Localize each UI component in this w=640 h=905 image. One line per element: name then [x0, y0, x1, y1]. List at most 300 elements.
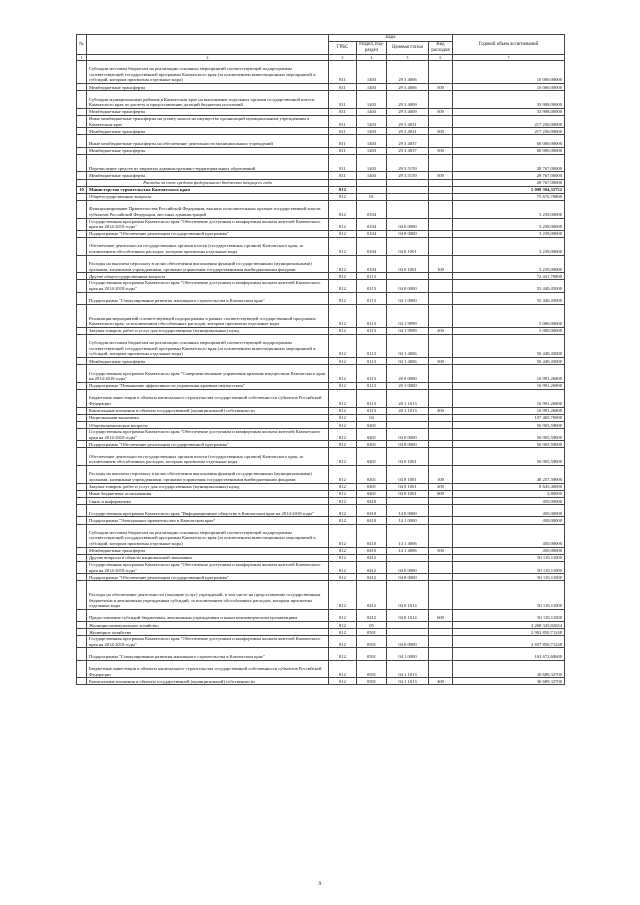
expense-type-code: [429, 517, 453, 524]
table-row: [77, 421, 565, 428]
amount-value: 50 110,11000: [453, 554, 565, 561]
target-article-code: 04 1 1013: [387, 660, 429, 678]
target-article-code: 20 1 1013: [387, 407, 429, 414]
item-name: Государственная программа Камчатского края "Обеспечение доступным и комфортным жильем жителей Камчатского края на 2014-2018 годы": [87, 561, 329, 573]
target-article-code: 04 1 0000: [387, 292, 429, 304]
table-row: [77, 91, 565, 109]
target-article-code: 04 8 0000: [387, 574, 429, 581]
item-name: Государственная программа Камчатского края "Обеспечение доступным и комфортным жильем жителей Камчатского края на 2014-2018 годы": [87, 280, 329, 292]
razdel-code: 0113: [357, 357, 387, 364]
target-article-code: 04 8 1001: [387, 255, 429, 273]
amount-value: 450,00000: [453, 498, 565, 505]
row-number: [77, 621, 87, 628]
amount-value: 50 440,45000: [453, 357, 565, 364]
target-article-code: 04 1 0000: [387, 648, 429, 660]
expense-type-code: [429, 365, 453, 383]
table-row: [77, 84, 565, 91]
item-name: Межбюджетные трансферты: [87, 172, 329, 179]
row-number: [77, 304, 87, 327]
row-number: [77, 327, 87, 334]
item-name: Подпрограмма "Обеспечение реализации государственной программы": [87, 441, 329, 448]
item-name: Перечисление средств из закрытых административно-территориальных образований: [87, 154, 329, 172]
header-razdel: Раздел, под-раздел: [357, 42, 387, 55]
row-number: 10: [77, 186, 87, 193]
table-row: [77, 334, 565, 357]
expense-type-code: [429, 292, 453, 304]
expense-type-code: 200: [429, 327, 453, 334]
row-number: [77, 91, 87, 109]
razdel-code: 0410: [357, 524, 387, 547]
razdel-code: 0113: [357, 292, 387, 304]
target-article-code: [387, 498, 429, 505]
item-name: Межбюджетные трансферты: [87, 547, 329, 554]
expense-type-code: 500: [429, 172, 453, 179]
grbs-code: 811: [329, 135, 357, 147]
amount-value: 28 767,00000: [453, 172, 565, 179]
target-article-code: 29 3 4006: [387, 61, 429, 84]
target-article-code: [387, 273, 429, 280]
amount-value: 450,00000: [453, 517, 565, 524]
item-name: Общегосударственные вопросы: [87, 193, 329, 200]
target-article-code: 04 8 0000: [387, 230, 429, 237]
item-name: Расходы на обеспечение деятельности (оказание услуг) учреждений, в том числе на предоставление государственным бюджетным и автономным учреждениям субсидий, за исключением обособленных расходов, которым присвоены отдельные коды: [87, 581, 329, 609]
table-row: [77, 414, 565, 421]
target-article-code: 04 1 4006: [387, 334, 429, 357]
target-article-code: [387, 179, 429, 186]
amount-value: 2 902 850,71248: [453, 629, 565, 636]
expense-type-code: [429, 389, 453, 407]
expense-type-code: 100: [429, 466, 453, 484]
razdel-code: 0113: [357, 389, 387, 407]
amount-value: 10 000,00000: [453, 61, 565, 84]
razdel-code: 1403: [357, 61, 387, 84]
row-number: [77, 648, 87, 660]
table-row: [77, 292, 565, 304]
amount-value: 3 239,00000: [453, 255, 565, 273]
target-article-code: 04 8 1001: [387, 483, 429, 490]
header-amount: Годовой объем ассигнований: [453, 35, 565, 55]
table-row: [77, 629, 565, 636]
table-row: [77, 581, 565, 609]
grbs-code: 812: [329, 414, 357, 421]
item-name: Бюджетные инвестиции в объекты капитального строительства государственной собственности субъектов Российской Федерации: [87, 389, 329, 407]
grbs-code: 812: [329, 648, 357, 660]
expense-type-code: [429, 273, 453, 280]
expense-type-code: 500: [429, 128, 453, 135]
expense-type-code: [429, 561, 453, 573]
grbs-code: 812: [329, 441, 357, 448]
razdel-code: 0104: [357, 201, 387, 219]
amount-value: 28 767,00000: [453, 179, 565, 186]
expense-type-code: [429, 574, 453, 581]
amount-value: 3 239,00000: [453, 218, 565, 230]
expense-type-code: 500: [429, 547, 453, 554]
item-name: Государственная программа Камчатского края "Обеспечение доступным и комфортным жильем жителей Камчатского края на 2014-2018 годы": [87, 429, 329, 441]
expense-type-code: [429, 334, 453, 357]
target-article-code: 04 1 1013: [387, 678, 429, 685]
amount-value: 217 230,00000: [453, 115, 565, 127]
expense-type-code: [429, 230, 453, 237]
amount-value: 56 905,59000: [453, 421, 565, 428]
row-number: [77, 517, 87, 524]
item-name: Обеспечение деятельности государственных органов власти (государственных органов) Камчатского края, за исключением обособленных расходов, которым присвоены отдельные коды: [87, 448, 329, 466]
amount-value: 16 991,26800: [453, 365, 565, 383]
grbs-code: 812: [329, 678, 357, 685]
razdel-code: 0401: [357, 490, 387, 497]
razdel-code: 0113: [357, 273, 387, 280]
razdel-code: 1403: [357, 91, 387, 109]
header-codes: коды: [329, 35, 453, 42]
razdel-code: 0401: [357, 441, 387, 448]
row-number: [77, 389, 87, 407]
row-number: [77, 581, 87, 609]
table-row: [77, 147, 565, 154]
razdel-code: 1403: [357, 172, 387, 179]
table-row: [77, 357, 565, 364]
item-name: Закупка товаров, работ и услуг для государственных (муниципальных) нужд: [87, 483, 329, 490]
item-name: Закупка товаров, работ и услуг для государственных (муниципальных) нужд: [87, 327, 329, 334]
grbs-code: 812: [329, 498, 357, 505]
header-grbs: ГРБС: [329, 42, 357, 55]
expense-type-code: [429, 429, 453, 441]
table-row: [77, 365, 565, 383]
razdel-code: [357, 186, 387, 193]
target-article-code: 04 1 4006: [387, 357, 429, 364]
target-article-code: 29 3 4031: [387, 115, 429, 127]
razdel-code: 1403: [357, 147, 387, 154]
item-name: Субсидии местным бюджетам на реализацию основных мероприятий соответствующей подпрограммы соответствующей государственной программы Камчатского края (за исключением инвестиционных мероприятий и субсидий, которым присвоены отдельные коды): [87, 334, 329, 357]
item-name: Подпрограмма "Обеспечение реализации государственной программы": [87, 230, 329, 237]
row-number: [77, 230, 87, 237]
row-number: [77, 561, 87, 573]
grbs-code: 812: [329, 280, 357, 292]
row-number: [77, 238, 87, 256]
table-row: [77, 172, 565, 179]
item-name: Иные межбюджетные трансферты на обеспечение деятельности муниципальных учреждений: [87, 135, 329, 147]
row-number: [77, 466, 87, 484]
item-name: Бюджетные инвестиции в объекты капитального строительства государственной собственности субъектов Российской Федерации: [87, 660, 329, 678]
expense-type-code: [429, 524, 453, 547]
expense-type-code: [429, 201, 453, 219]
table-row: [77, 304, 565, 327]
item-name: Государственная программа Камчатского края "Совершенствование управления краевым имуществом Камчатского края на 2014-2018 годы": [87, 365, 329, 383]
target-article-code: 20 1 0000: [387, 382, 429, 389]
razdel-code: 0410: [357, 517, 387, 524]
row-number: [77, 414, 87, 421]
item-name: Другие вопросы в области национальной экономики: [87, 554, 329, 561]
table-row: [77, 179, 565, 186]
grbs-code: 812: [329, 629, 357, 636]
amount-value: 5 000,00000: [453, 304, 565, 327]
razdel-code: 0412: [357, 561, 387, 573]
table-row: [77, 186, 565, 193]
expense-type-code: 400: [429, 407, 453, 414]
expense-type-code: 400: [429, 678, 453, 685]
amount-value: 30 689,32700: [453, 678, 565, 685]
column-index: 7: [453, 55, 565, 61]
razdel-code: 0401: [357, 483, 387, 490]
row-number: [77, 172, 87, 179]
grbs-code: 812: [329, 660, 357, 678]
grbs-code: 812: [329, 581, 357, 609]
row-number: [77, 334, 87, 357]
amount-value: 75 670,70800: [453, 193, 565, 200]
razdel-code: 0410: [357, 505, 387, 517]
expense-type-code: [429, 448, 453, 466]
expense-type-code: [429, 218, 453, 230]
row-number: [77, 490, 87, 497]
amount-value: 3 239,00000: [453, 238, 565, 256]
table-row: [77, 429, 565, 441]
grbs-code: 811: [329, 91, 357, 109]
grbs-code: 812: [329, 218, 357, 230]
amount-value: 56 905,59000: [453, 429, 565, 441]
grbs-code: 812: [329, 186, 357, 193]
table-row: [77, 621, 565, 628]
grbs-code: 811: [329, 128, 357, 135]
expense-type-code: [429, 186, 453, 193]
expense-type-code: [429, 636, 453, 648]
expense-type-code: [429, 621, 453, 628]
grbs-code: 812: [329, 483, 357, 490]
expense-type-code: [429, 505, 453, 517]
row-number: [77, 365, 87, 383]
target-article-code: 29 3 4037: [387, 147, 429, 154]
table-row: [77, 524, 565, 547]
razdel-code: 0104: [357, 238, 387, 256]
item-name: Межбюджетные трансферты: [87, 147, 329, 154]
razdel-code: 0104: [357, 218, 387, 230]
grbs-code: 812: [329, 561, 357, 573]
table-row: [77, 561, 565, 573]
row-number: [77, 218, 87, 230]
item-name: Капитальные вложения в объекты государственной (муниципальной) собственности: [87, 678, 329, 685]
amount-value: 33 908,00000: [453, 108, 565, 115]
amount-value: 16 991,26800: [453, 389, 565, 407]
row-number: [77, 547, 87, 554]
item-name: Расходы на выплаты персоналу в целях обеспечения выполнения функций государственными (муниципальными) органами, казенными учреждениями, органами управления государственными внебюджетными фондами: [87, 466, 329, 484]
row-number: [77, 382, 87, 389]
table-row: [77, 238, 565, 256]
razdel-code: 0104: [357, 255, 387, 273]
target-article-code: 29 3 5159: [387, 154, 429, 172]
grbs-code: 812: [329, 365, 357, 383]
target-article-code: [387, 414, 429, 421]
target-article-code: 04 1 9999: [387, 304, 429, 327]
amount-value: 55 440,45000: [453, 280, 565, 292]
amount-value: 50 110,11000: [453, 574, 565, 581]
target-article-code: [387, 421, 429, 428]
razdel-code: 0113: [357, 334, 387, 357]
amount-value: 8 645,40000: [453, 483, 565, 490]
razdel-code: 01: [357, 193, 387, 200]
target-article-code: 04 8 1001: [387, 490, 429, 497]
grbs-code: 812: [329, 230, 357, 237]
item-name: Межбюджетные трансферты: [87, 108, 329, 115]
grbs-code: 811: [329, 84, 357, 91]
row-number: [77, 128, 87, 135]
grbs-code: 812: [329, 193, 357, 200]
expense-type-code: [429, 629, 453, 636]
row-number: [77, 660, 87, 678]
item-name: Иные бюджетные ассигнования: [87, 490, 329, 497]
budget-table: [76, 34, 565, 685]
grbs-code: 812: [329, 448, 357, 466]
grbs-code: 812: [329, 621, 357, 628]
item-name: Национальная экономика: [87, 414, 329, 421]
target-article-code: 04 0 0000: [387, 636, 429, 648]
target-article-code: 04 8 1014: [387, 609, 429, 621]
table-header: [77, 35, 565, 61]
table-row: [77, 609, 565, 621]
grbs-code: 812: [329, 382, 357, 389]
expense-type-code: [429, 280, 453, 292]
item-name: Обеспечение деятельности государственных органов власти (государственных органов) Камчатского края, за исключением обособленных расходов, которым присвоены отдельные коды: [87, 238, 329, 256]
razdel-code: 1403: [357, 135, 387, 147]
row-number: [77, 179, 87, 186]
row-number: [77, 429, 87, 441]
row-number: [77, 273, 87, 280]
item-name: Государственная программа Камчатского края "Обеспечение доступным и комфортным жильем жителей Камчатского края на 2014-2018 годы": [87, 636, 329, 648]
expense-type-code: [429, 441, 453, 448]
item-name: Государственная программа Камчатского края "Информационное общество в Камчатском крае на 2014-2018 годы": [87, 505, 329, 517]
expense-type-code: [429, 414, 453, 421]
row-number: [77, 483, 87, 490]
razdel-code: 0113: [357, 304, 387, 327]
expense-type-code: [429, 238, 453, 256]
table-row: [77, 201, 565, 219]
razdel-code: 0501: [357, 636, 387, 648]
item-name: Расходы за счет средств федерального бюджета текущего года: [87, 179, 329, 186]
table-row: [77, 490, 565, 497]
column-index: 1: [77, 55, 87, 61]
grbs-code: 812: [329, 407, 357, 414]
razdel-code: 0401: [357, 466, 387, 484]
expense-type-code: 500: [429, 108, 453, 115]
target-article-code: 29 3 4037: [387, 135, 429, 147]
target-article-code: [387, 201, 429, 219]
amount-value: 3 239,00000: [453, 230, 565, 237]
grbs-code: 812: [329, 304, 357, 327]
amount-value: 2,80000: [453, 490, 565, 497]
expense-type-code: [429, 193, 453, 200]
expense-type-code: [429, 135, 453, 147]
amount-value: 50 110,11000: [453, 561, 565, 573]
table-row: [77, 115, 565, 127]
expense-type-code: 600: [429, 609, 453, 621]
expense-type-code: [429, 660, 453, 678]
item-name: Жилищное хозяйство: [87, 629, 329, 636]
razdel-code: 05: [357, 621, 387, 628]
budget-table-sheet: [76, 34, 564, 685]
table-row: [77, 636, 565, 648]
row-number: [77, 84, 87, 91]
row-number: [77, 421, 87, 428]
table-row: [77, 517, 565, 524]
target-article-code: 04 8 0000: [387, 441, 429, 448]
target-article-code: 20 1 1013: [387, 389, 429, 407]
item-name: Связь и информатика: [87, 498, 329, 505]
expense-type-code: [429, 554, 453, 561]
amount-value: 10 000,00000: [453, 84, 565, 91]
grbs-code: 812: [329, 466, 357, 484]
table-row: [77, 327, 565, 334]
target-article-code: [387, 186, 429, 193]
column-index: 6: [429, 55, 453, 61]
grbs-code: 812: [329, 554, 357, 561]
table-row: [77, 483, 565, 490]
row-number: [77, 255, 87, 273]
grbs-code: 811: [329, 172, 357, 179]
grbs-code: 811: [329, 115, 357, 127]
target-article-code: [387, 629, 429, 636]
target-article-code: 04 8 1014: [387, 581, 429, 609]
column-index: 5: [387, 55, 429, 61]
item-name: Субсидии местным бюджетам на реализацию основных мероприятий соответствующей подпрограммы соответствующей государственной программы Камчатского края (за исключением инвестиционных мероприятий и субсидий, которым присвоены отдельные коды): [87, 61, 329, 84]
table-row: [77, 135, 565, 147]
row-number: [77, 554, 87, 561]
target-article-code: [387, 554, 429, 561]
target-article-code: 04 0 0000: [387, 561, 429, 573]
row-number: [77, 574, 87, 581]
header-target-article: Целевая статья: [387, 42, 429, 55]
table-body: [77, 61, 565, 685]
amount-value: 28 767,00000: [453, 154, 565, 172]
target-article-code: 14 0 0000: [387, 505, 429, 517]
target-article-code: 04 8 1001: [387, 238, 429, 256]
razdel-code: 0412: [357, 581, 387, 609]
expense-type-code: 800: [429, 490, 453, 497]
item-name: Подпрограмма "Стимулирование развития жилищного строительства в Камчатском крае": [87, 648, 329, 660]
grbs-code: 812: [329, 505, 357, 517]
target-article-code: 29 3 4009: [387, 108, 429, 115]
row-number: [77, 193, 87, 200]
grbs-code: [329, 179, 357, 186]
item-name: Субсидии муниципальным районам в Камчатском крае на выполнение отдельных органов государственной власти Камчатского края по расчету и предоставлению дотаций бюджетам поселений: [87, 91, 329, 109]
amount-value: 3 239,00000: [453, 201, 565, 219]
amount-value: 30 689,32700: [453, 660, 565, 678]
row-number: [77, 505, 87, 517]
expense-type-code: 200: [429, 483, 453, 490]
row-number: [77, 201, 87, 219]
amount-value: 56 905,59000: [453, 441, 565, 448]
item-name: Другие общегосударственные вопросы: [87, 273, 329, 280]
row-number: [77, 636, 87, 648]
table-row: [77, 448, 565, 466]
item-name: Подпрограмма "Обеспечение реализации государственной программы": [87, 574, 329, 581]
grbs-code: 812: [329, 429, 357, 441]
grbs-code: 812: [329, 547, 357, 554]
item-name: Функционирование Правительства Российской Федерации, высших исполнительных органов государственной власти субъектов Российской Федерации, местных администраций: [87, 201, 329, 219]
item-name: Жилищно-коммунальное хозяйство: [87, 621, 329, 628]
row-number: [77, 678, 87, 685]
item-name: Межбюджетные трансферты: [87, 84, 329, 91]
target-article-code: [387, 193, 429, 200]
row-number: [77, 441, 87, 448]
item-name: Капитальные вложения в объекты государственной (муниципальной) собственности: [87, 407, 329, 414]
razdel-code: 1403: [357, 128, 387, 135]
target-article-code: [387, 621, 429, 628]
grbs-code: 812: [329, 574, 357, 581]
row-number: [77, 407, 87, 414]
razdel-code: 0501: [357, 660, 387, 678]
row-number: [77, 280, 87, 292]
table-row: [77, 441, 565, 448]
item-name: Подпрограмма "Электронное правительство в Камчатском крае": [87, 517, 329, 524]
razdel-code: 1403: [357, 115, 387, 127]
item-name: Межбюджетные трансферты: [87, 357, 329, 364]
table-row: [77, 218, 565, 230]
